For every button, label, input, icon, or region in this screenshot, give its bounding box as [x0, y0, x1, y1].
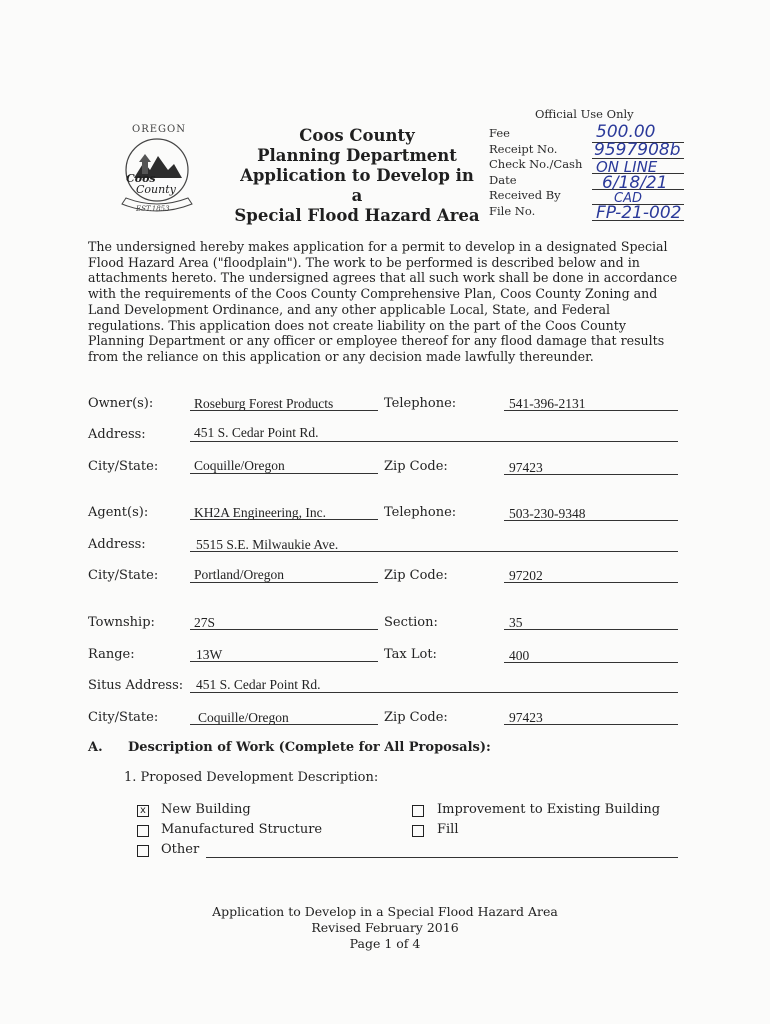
option-manufactured-structure-label: Manufactured Structure — [161, 822, 323, 837]
title-line: Application to Develop in a — [240, 166, 474, 205]
agent-zip-value[interactable]: 97202 — [509, 568, 543, 583]
agent-telephone-label: Telephone: — [384, 505, 457, 520]
property-zip-label: Zip Code: — [384, 710, 448, 725]
agent-telephone-value[interactable]: 503-230-9348 — [509, 506, 586, 521]
township-value[interactable]: 27S — [194, 615, 216, 630]
option-improvement-label: Improvement to Existing Building — [437, 802, 661, 817]
footer-title: Application to Develop in a Special Flood Hazard Area — [212, 904, 558, 919]
file-no-label: File No. — [489, 203, 536, 218]
owner-city-label: City/State: — [88, 459, 159, 474]
official-use-heading: Official Use Only — [535, 107, 634, 121]
property-city-label: City/State: — [88, 710, 159, 725]
situs-address-label: Situs Address: — [88, 678, 184, 693]
seal-top-text: OREGON — [132, 124, 186, 135]
check-value: ON LINE — [596, 158, 658, 176]
footer-page: Page 1 of 4 — [349, 936, 421, 951]
owner-telephone-label: Telephone: — [384, 396, 457, 411]
date-value: 6/18/21 — [602, 173, 668, 193]
taxlot-label: Tax Lot: — [384, 647, 437, 662]
owner-zip-value[interactable]: 97423 — [509, 460, 543, 475]
owner-address-value[interactable]: 451 S. Cedar Point Rd. — [194, 425, 319, 440]
page-title — [232, 126, 482, 226]
receipt-value: 9597908b — [594, 140, 681, 160]
property-city-value[interactable]: Coquille/Oregon — [198, 710, 289, 725]
option-other-label: Other — [161, 842, 200, 857]
seal-name-line1: Coos — [126, 172, 156, 185]
option-new-building-label: New Building — [161, 802, 251, 817]
range-value[interactable]: 13W — [196, 647, 223, 662]
owner-city-value[interactable]: Coquille/Oregon — [194, 458, 285, 473]
receipt-label: Receipt No. — [489, 141, 558, 156]
agent-address-label: Address: — [88, 537, 146, 552]
seal-est: EST.1853 — [136, 205, 170, 213]
section-value[interactable]: 35 — [509, 615, 523, 630]
title-line: Planning Department — [257, 146, 457, 165]
owner-telephone-value[interactable]: 541-396-2131 — [509, 396, 586, 411]
property-zip-value[interactable]: 97423 — [509, 710, 543, 725]
proposed-development-heading: 1. Proposed Development Description: — [124, 770, 379, 785]
intro-paragraph: The undersigned hereby makes application for a permit to develop in a designated Special Flood Hazard Area ("floodplain"). The work to be performed is described below and in attachments hereto. The undersigned agrees that all such work shall be done in accordance with the requirements of the Coos County Comprehensive Plan, Coos County Zoning and Land Development Ordinance, and any other applicable Local, State, and Federal regulations. This application does not create liability on the part of the Coos County Planning Department or any officer or employee thereof for any flood damage that results from the reliance on this application or any decision made lawfully thereunder. — [88, 239, 678, 364]
checkbox-other[interactable] — [137, 845, 149, 857]
agent-address-value[interactable]: 5515 S.E. Milwaukie Ave. — [196, 537, 339, 552]
section-a-letter: A. — [88, 740, 103, 755]
agent-city-value[interactable]: Portland/Oregon — [194, 567, 284, 582]
township-label: Township: — [88, 615, 155, 630]
seal-name-line2: County — [136, 183, 176, 196]
official-use-labels — [489, 126, 582, 219]
footer — [180, 904, 590, 952]
checkbox-improvement[interactable] — [412, 805, 424, 817]
agent-zip-label: Zip Code: — [384, 568, 448, 583]
agent-value[interactable]: KH2A Engineering, Inc. — [194, 505, 326, 520]
section-label: Section: — [384, 615, 438, 630]
received-by-label: Received By — [489, 188, 561, 202]
taxlot-value[interactable]: 400 — [509, 648, 530, 663]
title-line: Coos County — [299, 126, 415, 145]
date-label: Date — [489, 172, 517, 187]
title-line: Special Flood Hazard Area — [234, 206, 480, 225]
checkbox-manufactured-structure[interactable] — [137, 825, 149, 837]
checkbox-new-building[interactable]: x — [137, 805, 149, 817]
check-label: Check No./Cash — [489, 157, 583, 171]
owner-value[interactable]: Roseburg Forest Products — [194, 396, 334, 411]
agent-city-label: City/State: — [88, 568, 159, 583]
fee-value: 500.00 — [596, 122, 656, 142]
option-fill-label: Fill — [437, 822, 459, 837]
owner-zip-label: Zip Code: — [384, 459, 448, 474]
range-label: Range: — [88, 647, 135, 662]
other-line[interactable] — [206, 857, 678, 858]
section-a-title: Description of Work (Complete for All Proposals): — [128, 740, 491, 755]
agent-label: Agent(s): — [88, 505, 149, 520]
fee-label: Fee — [489, 126, 510, 140]
file-no-value: FP-21-002 — [596, 203, 682, 223]
owner-address-label: Address: — [88, 427, 146, 442]
received-by-value: CAD — [614, 191, 642, 206]
owner-label: Owner(s): — [88, 396, 154, 411]
checkbox-fill[interactable] — [412, 825, 424, 837]
situs-address-value[interactable]: 451 S. Cedar Point Rd. — [196, 677, 321, 692]
footer-revision: Revised February 2016 — [311, 920, 459, 935]
